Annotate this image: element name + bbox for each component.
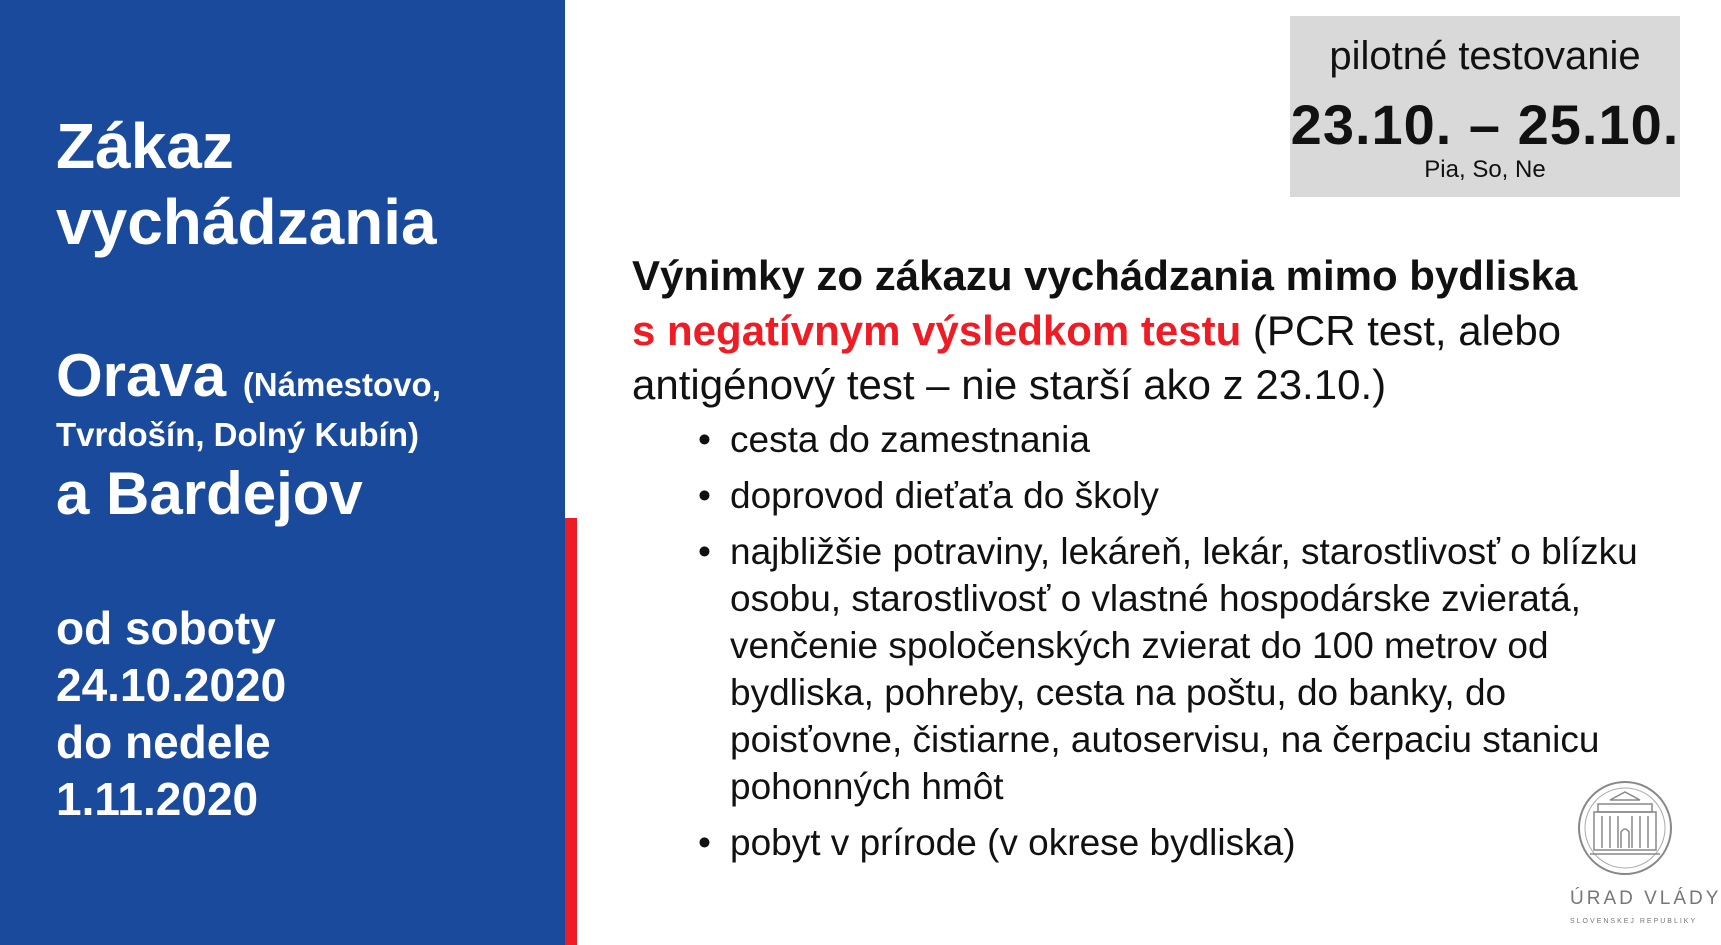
pilot-testing-box: [1290, 16, 1680, 197]
pilot-days: Pia, So, Ne: [1424, 156, 1546, 183]
main-content: [632, 248, 1672, 863]
exceptions-list: [698, 416, 1658, 875]
test-requirement: [632, 304, 1672, 412]
date-range: [56, 600, 536, 828]
pilot-dates: 23.10. – 25.10.: [1290, 93, 1680, 156]
list-item: • pobyt v prírode (v okrese bydliska): [698, 819, 1658, 866]
region-second: a Bardejov: [56, 460, 363, 527]
left-panel: [0, 0, 565, 945]
government-logo: [1570, 770, 1721, 940]
logo-subtext: SLOVENSKEJ REPUBLIKY: [1570, 918, 1698, 925]
region-districts-1: (Námestovo,: [242, 366, 441, 403]
divider-red: [565, 518, 577, 945]
region-main: Orava: [56, 342, 227, 409]
region-districts-2: Tvrdošín, Dolný Kubín): [56, 416, 419, 453]
negative-test-text: s negatívnym výsledkom testu: [632, 307, 1242, 354]
pilot-label: pilotné testovanie: [1329, 34, 1641, 78]
test-note-1: (PCR test, alebo: [1241, 307, 1562, 354]
date-line-2: 24.10.2020: [56, 659, 287, 711]
title-line-1: Zákaz: [56, 110, 234, 182]
exceptions-heading: Výnimky zo zákazu vychádzania mimo bydliska: [632, 252, 1578, 299]
list-item: • najbližšie potraviny, lekáreň, lekár, starostlivosť o blízku osobu, starostlivosť o vlastné hospodárske zvieratá, venčenie spoločenských zvierat do 100 metrov od bydliska, pohreby, cesta na poštu, do banky, do poisťovne, čistiarne, autoservisu, na čerpaciu stanicu pohonných hmôt: [698, 528, 1658, 810]
region-block: [56, 338, 546, 532]
logo-text: ÚRAD VLÁDY: [1570, 888, 1721, 909]
list-item: • doprovod dieťaťa do školy: [698, 472, 1658, 519]
date-line-1: od soboty: [56, 602, 276, 654]
divider-white: [565, 0, 577, 435]
date-line-3: do nedele: [56, 716, 271, 768]
page-title: [56, 108, 536, 260]
title-line-2: vychádzania: [56, 186, 437, 258]
government-building-icon: [1570, 770, 1680, 885]
test-note-2: antigénový test – nie starší ako z 23.10.): [632, 361, 1387, 408]
list-item: • cesta do zamestnania: [698, 416, 1658, 463]
date-line-4: 1.11.2020: [56, 773, 259, 825]
